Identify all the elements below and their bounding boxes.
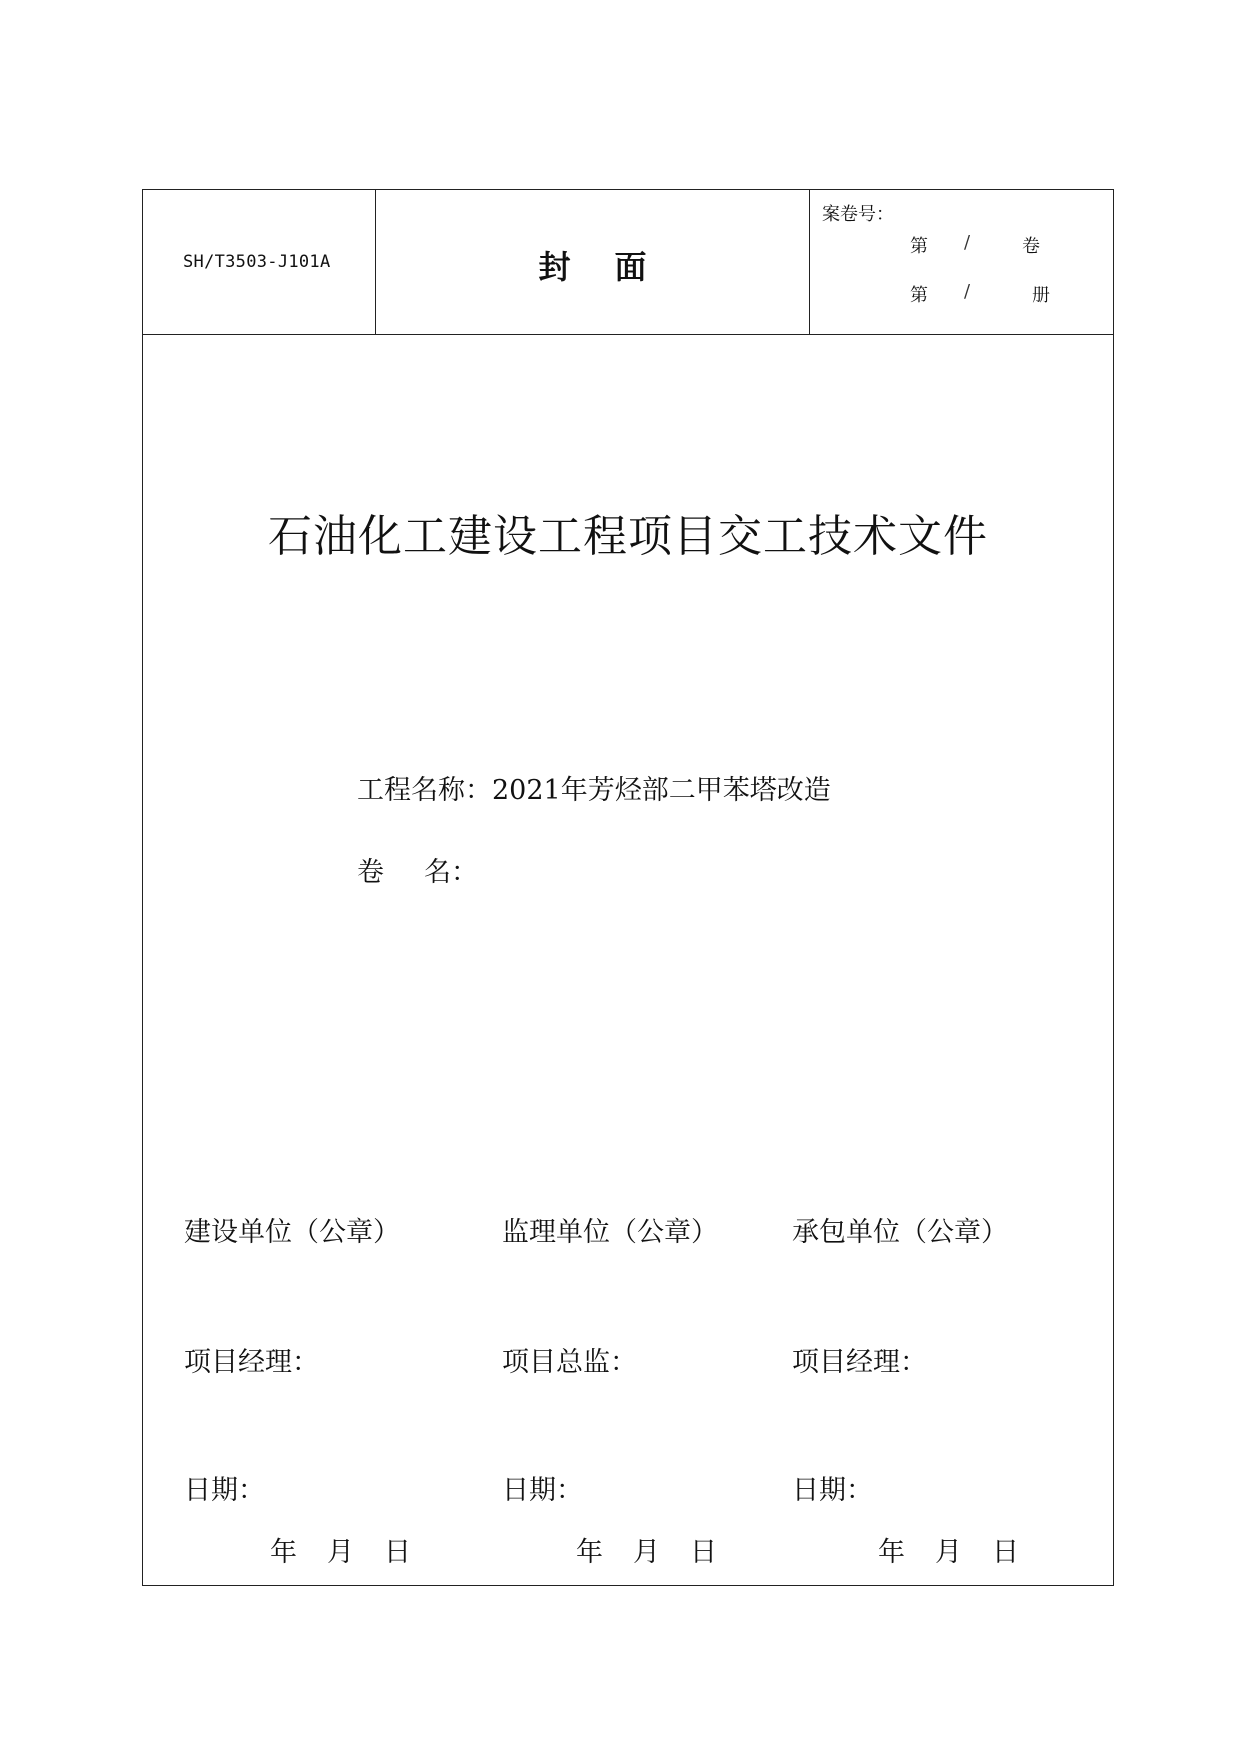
archive-number-label: 案卷号： <box>822 204 894 225</box>
book-slash: / <box>964 281 971 302</box>
month-label: 月 <box>633 1537 660 1568</box>
day-label: 日 <box>384 1537 411 1568</box>
day-label: 日 <box>992 1537 1019 1568</box>
supervisor-ymd <box>576 1530 747 1569</box>
volume-name-label: 卷 <box>357 857 424 888</box>
day-label: 日 <box>690 1537 717 1568</box>
volume-suffix: 卷 <box>1022 236 1040 257</box>
cover-title: 封面 <box>538 248 691 286</box>
year-label: 年 <box>576 1537 603 1568</box>
owner-project-manager: 项目经理： <box>184 1347 319 1378</box>
volume-name-line <box>357 850 478 889</box>
project-name-label: 工程名称： <box>357 775 492 806</box>
project-name-line <box>357 768 831 807</box>
project-name-value: 2021年芳烃部二甲苯塔改造 <box>492 775 831 806</box>
main-title: 石油化工建设工程项目交工技术文件 <box>268 511 988 562</box>
book-prefix: 第 <box>910 285 928 306</box>
owner-unit-seal: 建设单位（公章） <box>184 1217 400 1248</box>
archive-cell <box>810 190 1113 334</box>
doc-code: SH/T3503-J101A <box>183 252 331 272</box>
cover-frame <box>142 189 1114 1586</box>
supervisor-unit-seal: 监理单位（公章） <box>502 1217 718 1248</box>
month-label: 月 <box>327 1537 354 1568</box>
contractor-project-manager: 项目经理： <box>792 1347 927 1378</box>
contractor-ymd <box>878 1530 1049 1569</box>
doc-code-cell <box>143 190 376 334</box>
supervisor-chief: 项目总监： <box>502 1347 637 1378</box>
year-label: 年 <box>878 1537 905 1568</box>
title-cell <box>376 190 810 334</box>
owner-date: 日期： <box>184 1475 265 1506</box>
volume-slash: / <box>964 232 971 253</box>
volume-name-label-tail: 名： <box>424 857 478 888</box>
contractor-unit-seal: 承包单位（公章） <box>792 1217 1008 1248</box>
book-suffix: 册 <box>1032 285 1050 306</box>
contractor-date: 日期： <box>792 1475 873 1506</box>
supervisor-date: 日期： <box>502 1475 583 1506</box>
header-row <box>143 190 1113 335</box>
owner-ymd <box>270 1530 441 1569</box>
year-label: 年 <box>270 1537 297 1568</box>
month-label: 月 <box>935 1537 962 1568</box>
volume-prefix: 第 <box>910 236 928 257</box>
